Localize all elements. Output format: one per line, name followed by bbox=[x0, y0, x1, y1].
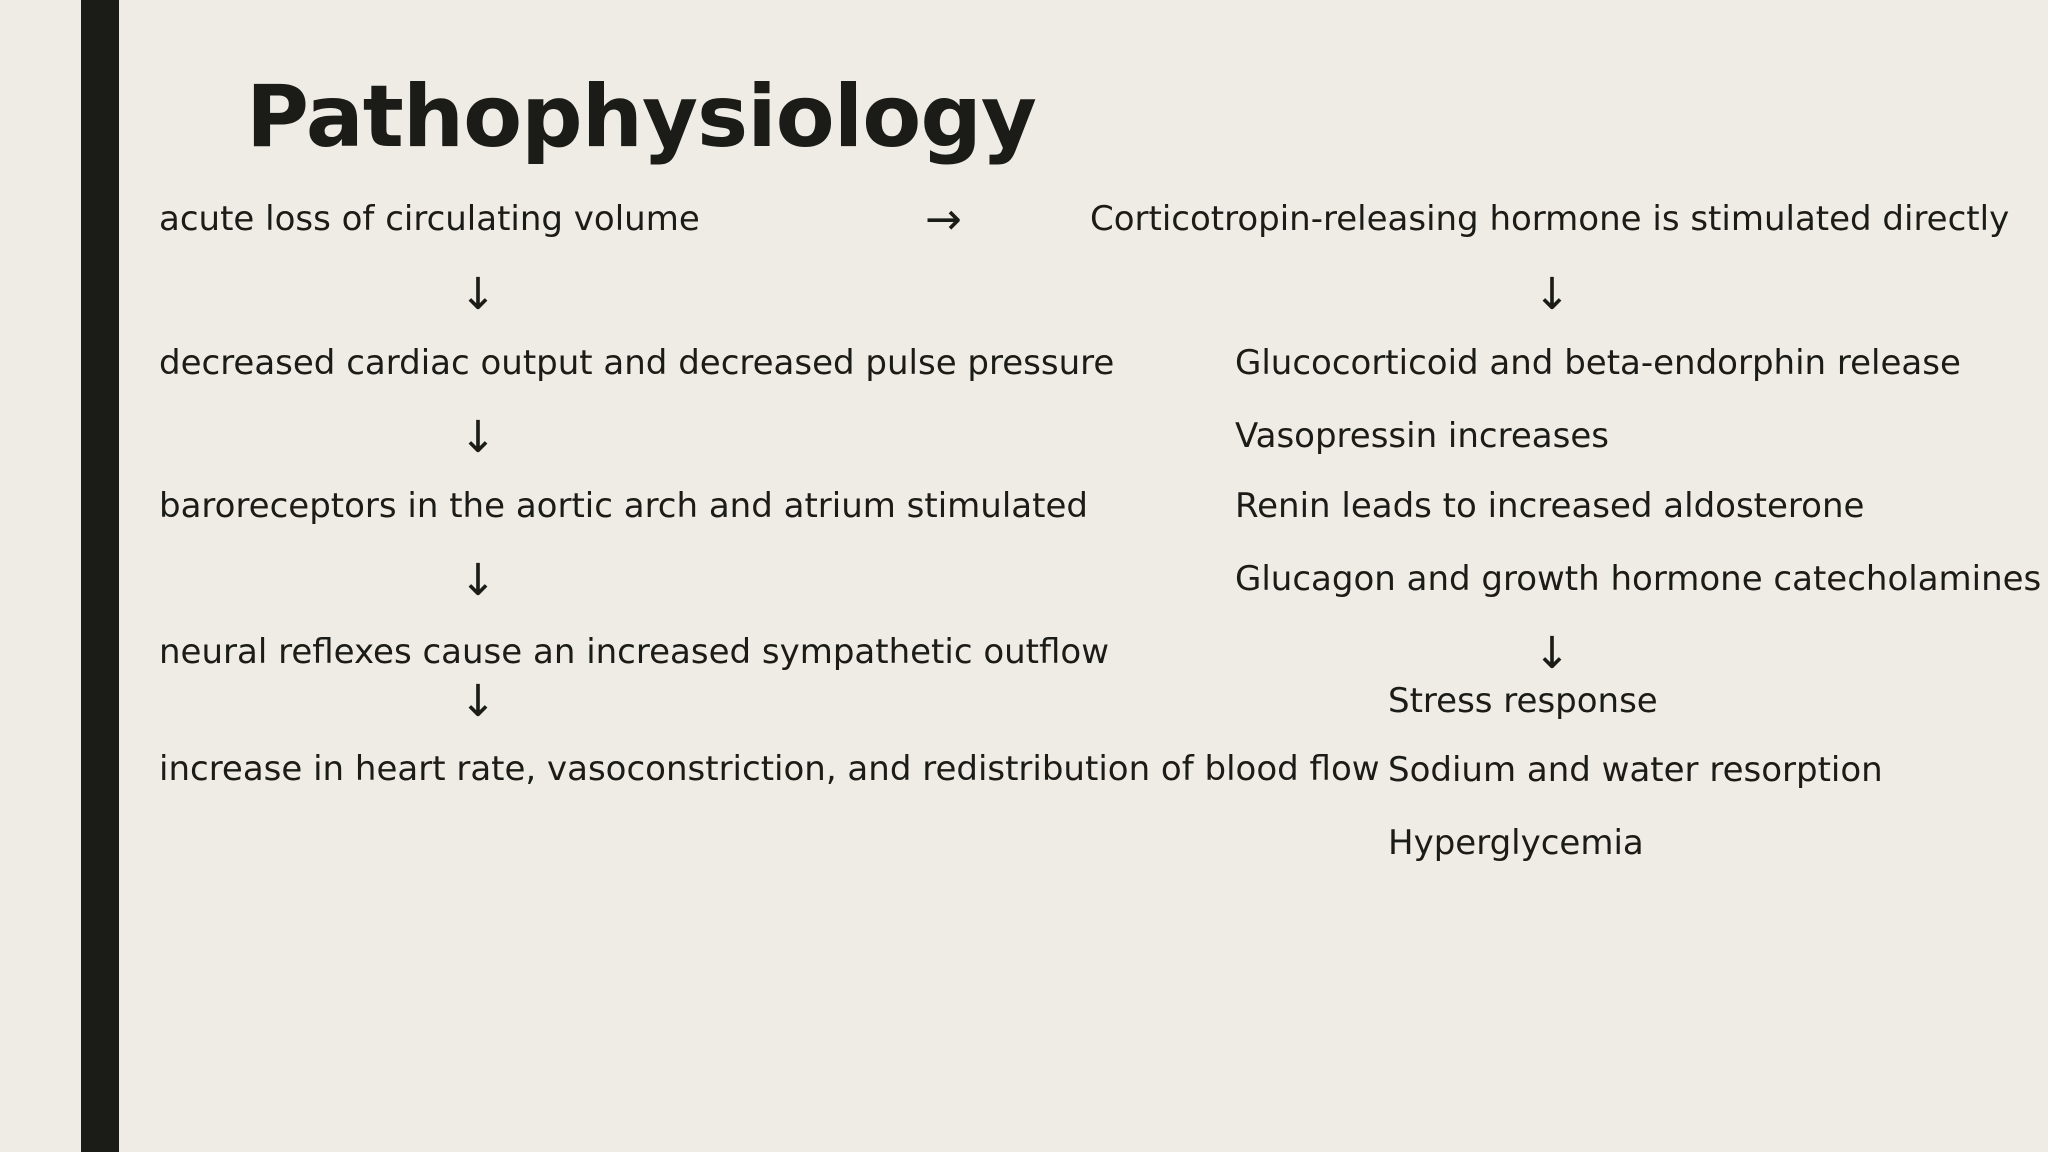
right-mid-item-2: Vasopressin increases bbox=[1235, 416, 1609, 456]
down-arrow-icon: ↓ bbox=[1533, 628, 1571, 679]
right-mid-item-3: Renin leads to increased aldosterone bbox=[1235, 486, 1865, 526]
down-arrow-icon: ↓ bbox=[459, 269, 497, 320]
down-arrow-icon: ↓ bbox=[1533, 269, 1571, 320]
slide-title: Pathophysiology bbox=[246, 67, 1036, 167]
right-outcome-1: Stress response bbox=[1388, 681, 1658, 721]
right-outcome-3: Hyperglycemia bbox=[1388, 823, 1644, 863]
right-step-crh: Corticotropin-releasing hormone is stimulated directly bbox=[1090, 199, 2010, 239]
down-arrow-icon: ↓ bbox=[459, 676, 497, 727]
right-mid-item-4: Glucagon and growth hormone catecholamines bbox=[1235, 559, 2042, 599]
left-step-4: neural reflexes cause an increased sympathetic outflow bbox=[159, 632, 1110, 672]
left-step-2: decreased cardiac output and decreased pulse pressure bbox=[159, 343, 1115, 383]
right-outcome-2: Sodium and water resorption bbox=[1388, 750, 1883, 790]
left-step-1: acute loss of circulating volume bbox=[159, 199, 700, 239]
right-mid-item-1: Glucocorticoid and beta-endorphin release bbox=[1235, 343, 1961, 383]
down-arrow-icon: ↓ bbox=[459, 412, 497, 463]
left-step-3: baroreceptors in the aortic arch and atrium stimulated bbox=[159, 486, 1088, 526]
right-arrow-icon: → bbox=[925, 194, 962, 245]
left-step-5: increase in heart rate, vasoconstriction, and redistribution of blood flow bbox=[159, 749, 1380, 789]
accent-bar bbox=[81, 0, 119, 1152]
down-arrow-icon: ↓ bbox=[459, 555, 497, 606]
